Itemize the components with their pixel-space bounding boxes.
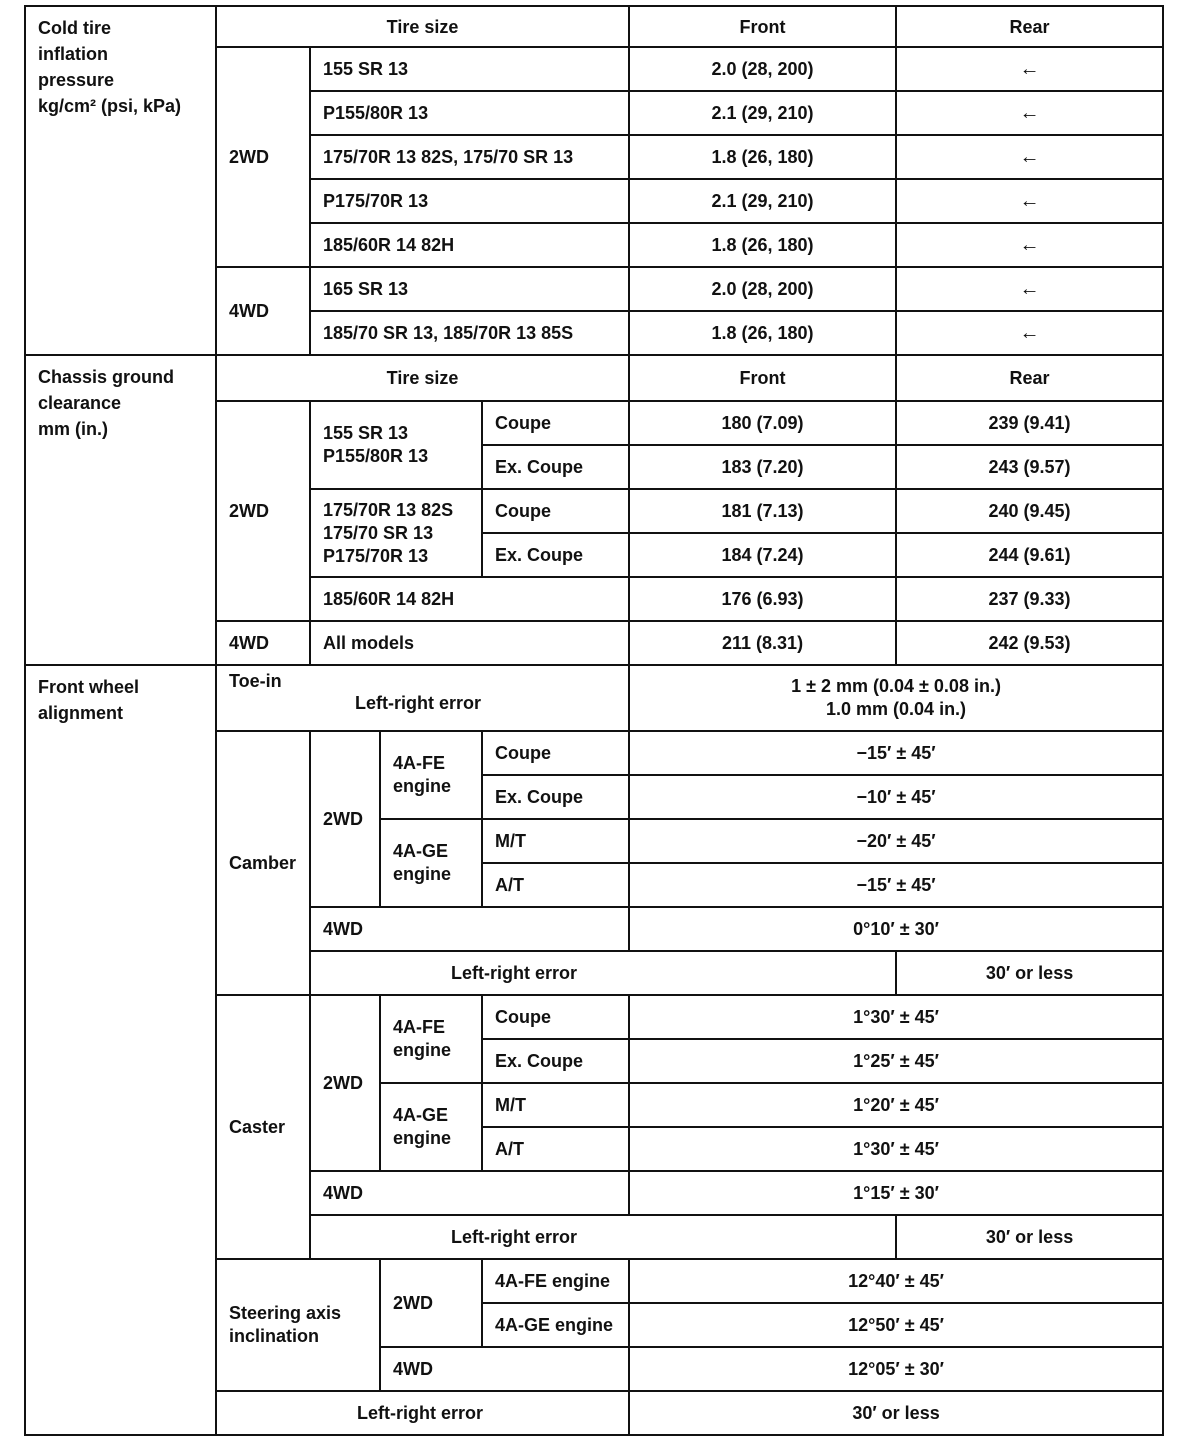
inflation-header-row: [25, 6, 1163, 47]
sai-value: 12°50′ ± 45′: [629, 1303, 1163, 1347]
tire-size-group-a: 155 SR 13 P155/80R 13: [310, 401, 482, 489]
sai-4wd-label: 4WD: [380, 1347, 629, 1391]
same-as-front-arrow-icon: ←: [896, 267, 1163, 311]
variant-cell: M/T: [482, 819, 629, 863]
tire-size-cell: 185/70 SR 13, 185/70R 13 85S: [310, 311, 629, 355]
rear-clearance: 237 (9.33): [896, 577, 1163, 621]
camber-value: −15′ ± 45′: [629, 863, 1163, 907]
rear-clearance: 240 (9.45): [896, 489, 1163, 533]
variant-cell: Coupe: [482, 731, 629, 775]
sai-2wd-label: 2WD: [380, 1259, 482, 1347]
camber-value: −20′ ± 45′: [629, 819, 1163, 863]
group-4wd-label: 4WD: [216, 267, 310, 355]
alignment-section-label: Front wheel alignment: [25, 665, 216, 1435]
caster-value: 1°25′ ± 45′: [629, 1039, 1163, 1083]
group-2wd-label: 2WD: [216, 47, 310, 267]
camber-fe-engine: 4A-FE engine: [380, 731, 482, 819]
front-pressure: 1.8 (26, 180): [629, 311, 896, 355]
body-type-cell: Ex. Coupe: [482, 445, 629, 489]
front-pressure: 1.8 (26, 180): [629, 223, 896, 267]
front-clearance: 184 (7.24): [629, 533, 896, 577]
variant-cell: A/T: [482, 1127, 629, 1171]
camber-left-right-error-label: Left-right error: [310, 951, 896, 995]
caster-2wd-label: 2WD: [310, 995, 380, 1171]
same-as-front-arrow-icon: ←: [896, 91, 1163, 135]
same-as-front-arrow-icon: ←: [896, 47, 1163, 91]
clearance-section-label: Chassis ground clearance mm (in.): [25, 355, 216, 665]
same-as-front-arrow-icon: ←: [896, 223, 1163, 267]
body-type-cell: Coupe: [482, 489, 629, 533]
front-clearance: 183 (7.20): [629, 445, 896, 489]
variant-cell: 4A-FE engine: [482, 1259, 629, 1303]
camber-ge-engine: 4A-GE engine: [380, 819, 482, 907]
caster-ge-engine: 4A-GE engine: [380, 1083, 482, 1171]
toe-in-row: [25, 665, 1163, 731]
camber-left-right-error-value: 30′ or less: [896, 951, 1163, 995]
tire-size-cell: 185/60R 14 82H: [310, 223, 629, 267]
tire-size-header: Tire size: [216, 355, 629, 401]
tire-size-cell: P175/70R 13: [310, 179, 629, 223]
group-2wd-label: 2WD: [216, 401, 310, 621]
front-clearance: 181 (7.13): [629, 489, 896, 533]
tire-size-cell: 185/60R 14 82H: [310, 577, 629, 621]
sai-left-right-error-label: Left-right error: [216, 1391, 629, 1435]
rear-header: Rear: [896, 355, 1163, 401]
inflation-section-label: Cold tire inflation pressure kg/cm² (psi, kPa): [25, 6, 216, 355]
rear-clearance: 243 (9.57): [896, 445, 1163, 489]
tire-size-group-b: 175/70R 13 82S 175/70 SR 13 P175/70R 13: [310, 489, 482, 577]
tire-size-cell: 175/70R 13 82S, 175/70 SR 13: [310, 135, 629, 179]
caster-value: 1°20′ ± 45′: [629, 1083, 1163, 1127]
rear-clearance: 239 (9.41): [896, 401, 1163, 445]
camber-value: 0°10′ ± 30′: [629, 907, 1163, 951]
sai-value: 12°05′ ± 30′: [629, 1347, 1163, 1391]
caster-value: 1°15′ ± 30′: [629, 1171, 1163, 1215]
group-4wd-label: 4WD: [216, 621, 310, 665]
front-pressure: 2.0 (28, 200): [629, 267, 896, 311]
clearance-header-row: [25, 355, 1163, 401]
same-as-front-arrow-icon: ←: [896, 179, 1163, 223]
body-type-cell: Coupe: [482, 401, 629, 445]
front-pressure: 2.1 (29, 210): [629, 91, 896, 135]
toe-in-label-cell: Toe-in Left-right error: [216, 665, 629, 731]
front-pressure: 2.0 (28, 200): [629, 47, 896, 91]
variant-cell: 4A-GE engine: [482, 1303, 629, 1347]
spec-sheet: [24, 5, 1164, 1445]
tire-size-header: Tire size: [216, 6, 629, 47]
camber-4wd-label: 4WD: [310, 907, 629, 951]
body-type-cell: Ex. Coupe: [482, 533, 629, 577]
variant-cell: Coupe: [482, 995, 629, 1039]
front-pressure: 2.1 (29, 210): [629, 179, 896, 223]
caster-value: 1°30′ ± 45′: [629, 995, 1163, 1039]
front-clearance: 211 (8.31): [629, 621, 896, 665]
rear-header: Rear: [896, 6, 1163, 47]
caster-left-right-error-label: Left-right error: [310, 1215, 896, 1259]
sai-left-right-error-value: 30′ or less: [629, 1391, 1163, 1435]
variant-cell: A/T: [482, 863, 629, 907]
camber-2wd-label: 2WD: [310, 731, 380, 907]
camber-value: −15′ ± 45′: [629, 731, 1163, 775]
steering-axis-inclination-label: Steering axis inclination: [216, 1259, 380, 1391]
wheel-spec-table: [24, 5, 1164, 1436]
front-header: Front: [629, 355, 896, 401]
variant-cell: Ex. Coupe: [482, 1039, 629, 1083]
all-models-cell: All models: [310, 621, 629, 665]
variant-cell: M/T: [482, 1083, 629, 1127]
front-pressure: 1.8 (26, 180): [629, 135, 896, 179]
front-clearance: 180 (7.09): [629, 401, 896, 445]
camber-value: −10′ ± 45′: [629, 775, 1163, 819]
tire-size-cell: 155 SR 13: [310, 47, 629, 91]
tire-size-cell: 165 SR 13: [310, 267, 629, 311]
caster-value: 1°30′ ± 45′: [629, 1127, 1163, 1171]
same-as-front-arrow-icon: ←: [896, 135, 1163, 179]
camber-label: Camber: [216, 731, 310, 995]
toe-in-value-cell: 1 ± 2 mm (0.04 ± 0.08 in.) 1.0 mm (0.04 in.): [629, 665, 1163, 731]
tire-size-cell: P155/80R 13: [310, 91, 629, 135]
front-clearance: 176 (6.93): [629, 577, 896, 621]
rear-clearance: 244 (9.61): [896, 533, 1163, 577]
variant-cell: Ex. Coupe: [482, 775, 629, 819]
rear-clearance: 242 (9.53): [896, 621, 1163, 665]
caster-label: Caster: [216, 995, 310, 1259]
caster-left-right-error-value: 30′ or less: [896, 1215, 1163, 1259]
front-header: Front: [629, 6, 896, 47]
sai-value: 12°40′ ± 45′: [629, 1259, 1163, 1303]
caster-4wd-label: 4WD: [310, 1171, 629, 1215]
same-as-front-arrow-icon: ←: [896, 311, 1163, 355]
caster-fe-engine: 4A-FE engine: [380, 995, 482, 1083]
